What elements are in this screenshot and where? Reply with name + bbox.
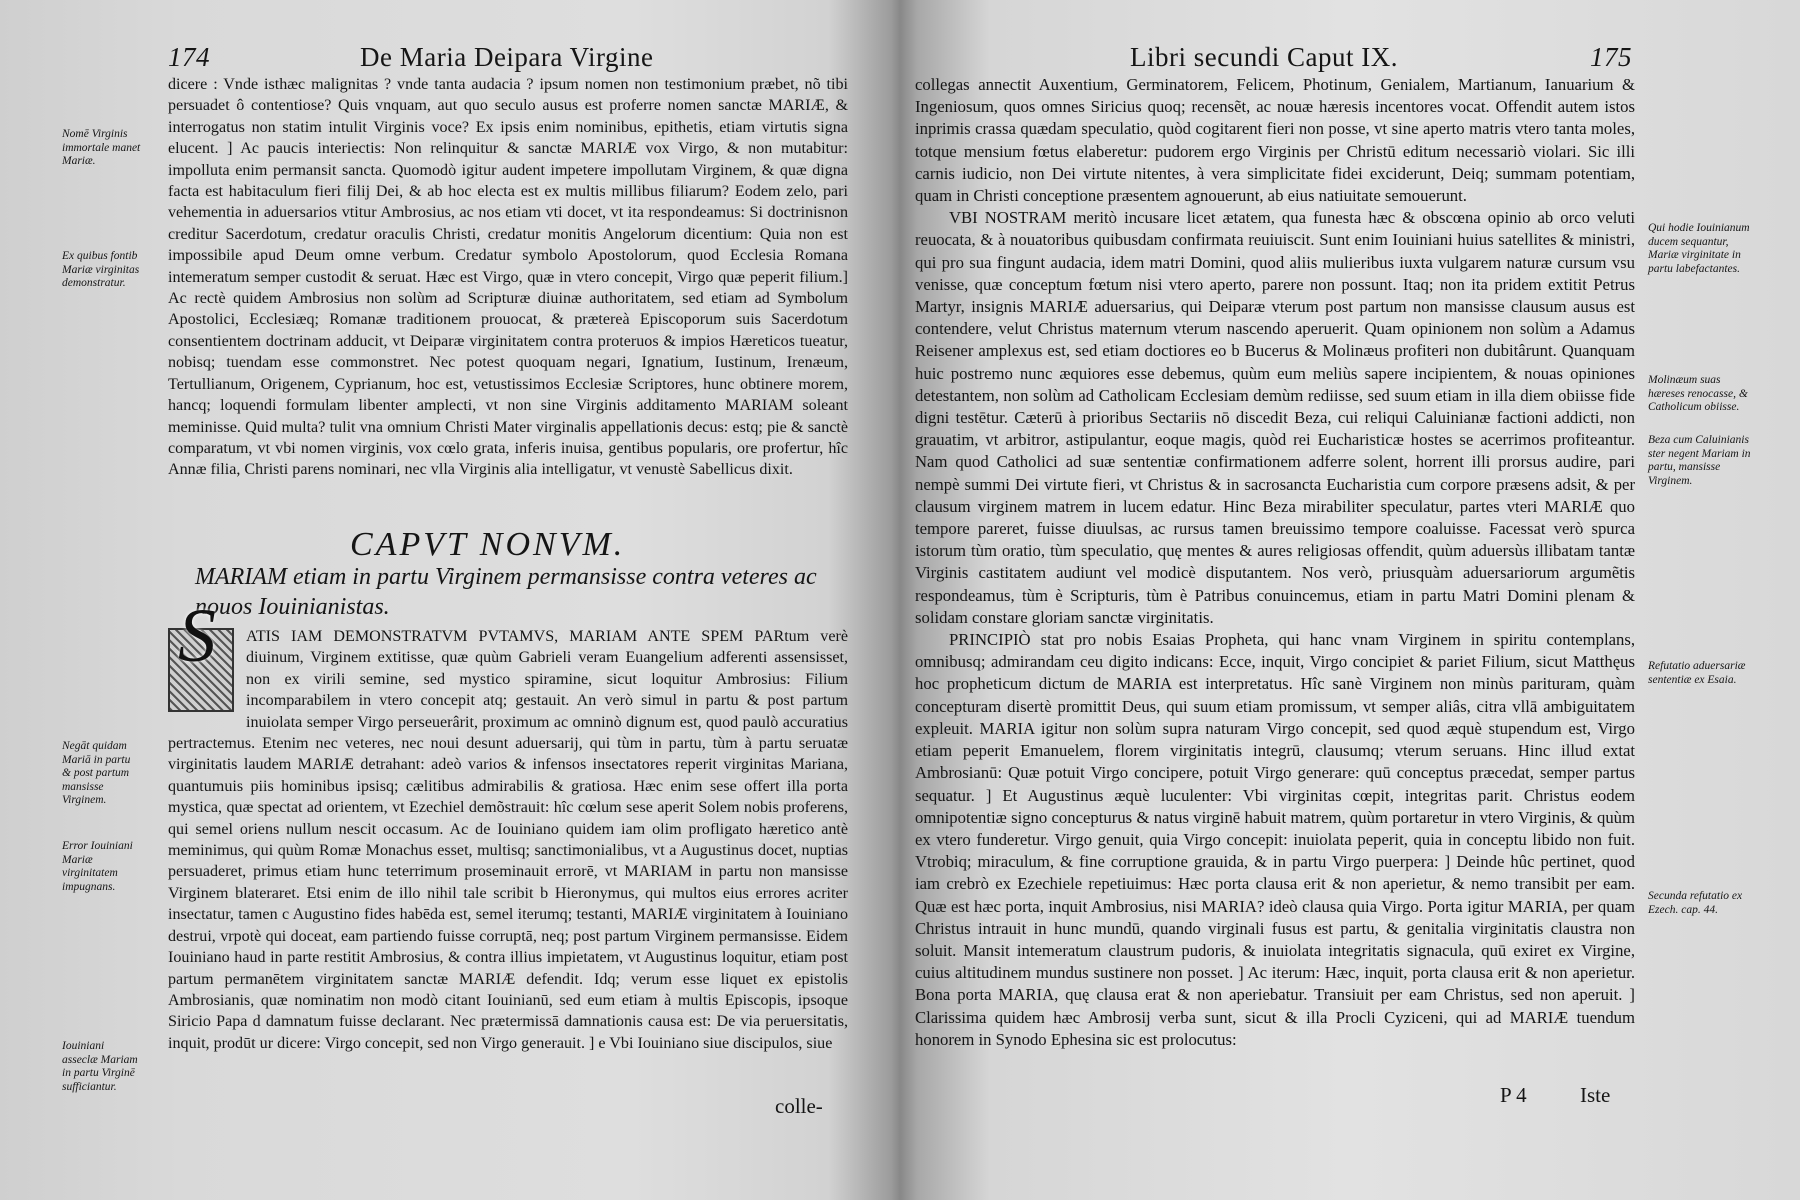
margin-note: Ex quibus fontib Mariæ virginitas demonstratur. (62, 250, 140, 289)
paragraph: PRINCIPIÒ stat pro nobis Esaias Propheta, qui hanc vnam Virginem in spiritu contemplans, omnibusq; admirandam ceu digito indicans: Ecce, inquit, Virgo concipiet & pariet Filium, sicut Matthęus hoc propheticum dictum de MARIA est interpretatus. Hîc sanè Virginem non minùs parituram, quàm concepturam disertè promittit Deus, qui suum etiam promissum, vt semper aliâs, citra vllā ambiguitatem expleuit. MARIA igitur non solùm supra naturam Virgo concepit, sed quod æquè stupendum est, Virgo etiam peperit Emanuelem, florem virginitatis integrū, clausumq; vterum seruans. Hinc illud extat Ambrosianū: Quæ potuit Virgo concipere, potuit Virgo generare: quū conceptus præcedat, semper partus sequatur. ] Et Augustinus æquè luculenter: Vbi virginitas cœpit, integritas parit. Christus eodem omnipotentiæ signo concepturus & natus virginē habuit matrem, quùm portaretur in vtero Virginis, & quùm ex vtero funderetur. Virgo genuit, quia Virgo concepit: inuiolata peperit, quia in conceptu libido non fuit. Vtrobiq; miraculum, & fine corruptione grauida, & in partu Virgo puerpera: ] Deinde hûc pertinet, quod iam crebrò ex Ezechiele repetiuimus: Hæc porta clausa erit & non aperietur, & nemo transibit per eam. Quæ est hæc porta, inquit Ambrosius, nisi MARIA? ideò clausa quia Virgo. Porta igitur MARIA, per quam Christus intrauit in hunc mundū, quando virginali fusus est partu, & genitalia virginitatis claustra non soluit. Mansit intemeratum claustrum pudoris, & inuiolata integritatis signacula, quū exiret ex Virgine, cuius altitudinem mundus sustinere non posset. ] Ac iterum: Hæc, inquit, porta clausa erit & non aperietur. Bona porta MARIA, quę clausa erat & non aperiebatur. Transiuit per eam Christus, sed non aperuit. ] Clarissima quidem hæc Ambrosij verba sunt, sicut & illa Procli Cyziceni, qui ad MARIÆ tuendum honorem in Synodo Ephesina sic est prolocutus: (915, 630, 1635, 1049)
right-page (880, 0, 1800, 1200)
chapter-subtitle: MARIAM etiam in partu Virginem permansisse contra veteres ac nouos Iouinianistas. (195, 564, 817, 620)
page-number: 175 (1590, 42, 1632, 72)
decorated-initial (168, 594, 234, 712)
margin-note: Error Iouiniani Mariæ virginitatem impugnans. (62, 840, 133, 893)
body-text (168, 74, 848, 481)
margin-note: Secunda refutatio ex Ezech. cap. 44. (1648, 890, 1743, 916)
paragraph: collegas annectit Auxentium, Germinatorem, Felicem, Photinum, Genialem, Martianum, Ianuarium & Ingeniosum, quos omnes Siricius quoq; recensẽt, ac nouæ hæresis incentores vocat. Offendit autem istos inprimis crassa quædam speculatio, quòd cogitarent fieri non posse, vt sine aperto matris vtero tanta moles, totque mensium fœtus elaberetur: pudorem ergo Virginis per Christū editum necessariò violari. Sic illi carnis iudicio, non Dei virtute nitentes, à vera simplicitate fidei exciderunt, Deiq; summam potentiam, quam in Christi conceptione præsentem agnouerunt, ab eius natiuitate semouerunt. (915, 75, 1635, 206)
body-text (915, 74, 1635, 1051)
catchword: Iste (1580, 1083, 1611, 1107)
margin-note: Nomē Virginis immortale manet Mariæ. (62, 128, 141, 167)
body-text (168, 594, 848, 1054)
margin-note: Beza cum Caluinianis ster negent Mariam in partu, mansisse Virginem. (1648, 434, 1751, 487)
paragraph: ATIS IAM DEMONSTRATVM PVTAMVS, MARIAM ANTE SPEM PARtum verè diuinum, Virginem extitisse, quæ quùm Gabrieli veram Euangelium adferenti assensisset, non ex virili semine, sed mystico spiramine, sicut loquitur Ambrosius: Filium incomparabilem in vtero concepit atq; gestauit. An verò simul in partu & post partum inuiolata semper Virgo perseuerârit, proximum ac omninò dignum est, quod paulò accuratius pertractemus. Etenim nec veteres, nec noui desunt aduersarij, qui tùm in partu, tùm à partu seruatæ virginitatis laudem MARIÆ detrahant: adeò varios & infensos insectatores reperit virginitas Mariana, quantumuis piis hominibus ipsisq; cælitibus admirabilis & gratiosa. Hæc enim sese offert illa porta mystica, quæ spectat ad orientem, vt Ezechiel demõstrauit: hîc cœlum sese aperit Solem nobis proferens, qui semel oriens nullum nescit occasum. Ac de Iouiniano quidem iam olim profligato hæretico antè meminimus, qui quùm Romæ Monachus esset, multisq; sanctimonialibus, vt a Augustinus docet, nuptias persuaderet, primus etiam hunc teterrimum proseminauit errorē, vt MARIAM in partu non mansisse Virginem blateraret. Etsi enim de illo nihil tale scribit b Hieronymus, qui multos eius errores acriter insectatur, tamen c Augustino fides habēda est, semel iterumq; testanti, MARIÆ virginitatem à Iouiniano destrui, vrpotè qui doceat, eam partiendo fuisse corruptā, neq; post partum Virginem permansisse. Eidem Iouiniano haud in parte restitit Ambrosius, & contra illius impietatem, vt Augustinus loquitur, etiam post partum permanētem virginitatem sanctæ MARIÆ defendit. Idq; verum esse liquet ex epistolis Ambrosianis, quæ nominatim non modò citant Iouinianū, sed eum etiam à multis Episcopis, ipsoque Siricio Papa d damnatum fuisse declarant. Nec prætermissā damnationis causa est: De via peruersitatis, inquit, prodūt ur dicere: Virgo concepit, sed non Virgo generauit. ] e Vbi Iouiniano siue discipulos, siue (168, 628, 848, 1052)
catchword: colle- (775, 1094, 823, 1118)
margin-note: Negāt quidam Mariā in partu & post partum mansisse Virginem. (62, 740, 131, 806)
paragraph: VBI NOSTRAM meritò incusare licet ætatem, qua funesta hæc & obscœna opinio ab orco veluti reuocata, & à nouatoribus quibusdam confirmata reuiuiscit. Sunt enim Iouiniani huius satellites & ministri, qui pro sua fingunt audacia, idem matri Domini, quod aliis mulieribus iuxta vulgarem naturæ cursum vsu venisse, quæ conceptum fœtum nisi vtero aperto, parere non possunt. Itaq; non ita pridem extitit Petrus Martyr, insignis MARIÆ aduersarius, qui Deiparæ vterum post partum non mansisse clausum ausus est contendere, velut Christus maternum vterum nascendo aperuerit. Quam opinionem non solùm a Adamus Reisener amplexus est, sed etiam doctiores eo b Bucerus & Molinæus profiteri non dubitârunt. Quanquam huic postremo nunc æquiores esse debemus, quùm eum meliùs sapere incipientem, & nouas opiniones detestantem, non solùm ad Catholicam Ecclesiam demùm rediisse, sed suum etiam in illa diem obiisse fide digni testētur. Cæterū à prioribus Sectariis nō discedit Beza, cui reliqui Caluinianæ factioni addicti, non grauatim, vt arbitror, astipulantur, eoque magis, quòd rei Eucharisticæ hostes se acerrimos profiteantur. Nam quod Catholici ad suæ sententiæ confirmationem adferre solent, horrent illi prorsus audire, pari nempè summi Dei virtute fieri, vt Christus & in sacrosancta Eucharistia cum corpore præsens adsit, & per clausum virginem matrem in lucem edatur. Hinc Beza mirabiliter speculatur, partes vteri MARIÆ quo tempore pareret, fuisse diuulsas, ac rursus tamen breuissimo tempore coaluisse. Facessat verò spurca istorum tùm oratio, tùm speculatio, quę mentes & aures religiosas offendit, quùm aduersùs illibatam tantæ Virginis castitatem audiunt vel modicè disputantem. Nos verò, priusquàm aduersariorum argumẽtis respondeamus, tùm è Scripturis, tùm è Patribus conuincemus, etiam in partu Matri Domini plenam & solidam constare gloriam sanctæ virginitatis. (915, 208, 1635, 627)
margin-note: Iouiniani asseclæ Mariam in partu Virginē sufficiantur. (62, 1040, 138, 1093)
page-number: 174 (168, 42, 210, 72)
running-title: Libri secundi Caput IX. (1130, 42, 1398, 72)
initial-letter: S (178, 594, 216, 678)
running-title: De Maria Deipara Virgine (360, 42, 654, 72)
margin-note: Molinæum suas hæreses renocasse, & Catholicum obiisse. (1648, 374, 1748, 413)
signature-mark: P 4 (1500, 1083, 1527, 1107)
chapter-title: CAPVT NONVM. (350, 526, 626, 563)
left-page (0, 0, 880, 1200)
margin-note: Qui hodie Iouinianum ducem sequantur, Mariæ virginitate in partu labefactantes. (1648, 222, 1750, 275)
paragraph: dicere : Vnde isthæc malignitas ? vnde tanta audacia ? ipsum nomen non testimonium præbet, nõ tibi persuadet ô contentiose? Quis vnquam, aut quo seculo ausus est proferre nomen sanctæ MARIÆ, & interrogatus non statim intulit Virginis voce? Ex ipsis enim nominibus, epithetis, etiam virtutis signa elucent. ] Ac paucis interiectis: Non relinquitur & sanctæ MARIÆ vox Virgo, & non mutabitur: impolluta enim permansit sancta. Quomodò igitur audent impetere impollutam Virginem, & quæ digna facta est habitaculum fieri filij Dei, & ab hoc electa est ex multis millibus filiarum? Eodem zelo, pari vehementia in aduersarios vtitur Ambrosius, ac nos etiam vti docet, vt ita respondeamus: Si doctrinisnon creditur Sacerdotum, credatur oraculis Christi, credatur monitis Angelorum dicentium: Quia non est impossibile apud Deum omne verbum. Credatur symbolo Apostolorum, quod Ecclesia Romana intemeratum semper custodit & seruat. Hæc est Virgo, quæ in vtero concepit, Virgo quæ peperit filium.] Ac rectè quidem Ambrosius non solùm ad Scripturæ diuinæ authoritatem, sed etiam ad Symbolum Apostolici, Ecclesiæq; Romanæ traditionem prouocat, & prætereà Episcoporum suis Sacerdotum consentientem doctrinam adducit, vt Deiparæ virginitatem contra proteruos & impios Hæreticos tueatur, nobisq; tuendam esse commonstret. Nec potest quoquam negari, Ignatium, Iustinum, Irenæum, Tertullianum, Origenem, Cyprianum, hoc est, vetustissimos Ecclesiæ Scriptores, hunc obtinere morem, hancq; loquendi formulam libenter amplecti, vt non sine Virginis additamento MARIAM soleant meminisse. Quid multa? tulit vna omnium Christi Mater virginalis appellationis decus: estq; pie & sanctè comparatum, vt vbi nomen virginis, vox cœlo grata, inferis inuisa, gentibus popularis, ore profertur, hîc Annæ filia, Christi parens nominari, nec vlla Virginis alia intelligatur, vt venustè Sabellicus dixit. (168, 76, 848, 479)
margin-note: Refutatio aduersariæ sententiæ ex Esaia. (1648, 660, 1746, 686)
